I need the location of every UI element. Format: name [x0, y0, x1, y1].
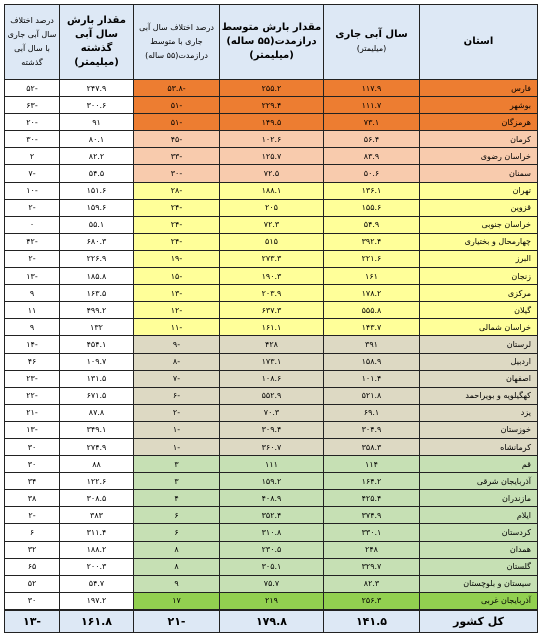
table-row: [5, 507, 538, 524]
cell-province: لرستان: [420, 336, 538, 353]
rainfall-table-container: [4, 4, 537, 633]
cell-longterm: ۲۰۳.۹: [220, 285, 324, 302]
cell-current: ۱۶۱: [324, 268, 420, 285]
cell-longterm: ۴۲۸: [220, 336, 324, 353]
cell-previous: ۳۸۳: [60, 507, 134, 524]
cell-diff-previous: ۵۲: [5, 575, 60, 592]
cell-diff-longterm: -۷: [134, 370, 220, 387]
cell-province: همدان: [420, 541, 538, 558]
table-row: [5, 319, 538, 336]
cell-previous: ۸۸: [60, 456, 134, 473]
header-diff-longterm: درصد اختلاف سال آبی جاری با متوسط درازمدت(۵۵ ساله): [134, 5, 220, 80]
rainfall-table: [4, 4, 538, 633]
table-row: [5, 268, 538, 285]
table-row: [5, 250, 538, 267]
cell-province: خراسان رضوی: [420, 148, 538, 165]
table-row: [5, 216, 538, 233]
cell-previous: ۱۸۸.۲: [60, 541, 134, 558]
cell-longterm: ۱۰۸.۶: [220, 370, 324, 387]
cell-longterm: ۱۸۸.۱: [220, 182, 324, 199]
cell-current: ۱۵۸.۹: [324, 353, 420, 370]
table-row: [5, 421, 538, 438]
cell-diff-previous: -۲۲: [5, 387, 60, 404]
cell-province: تهران: [420, 182, 538, 199]
cell-diff-longterm: -۳۳: [134, 148, 220, 165]
header-longterm: مقدار بارش متوسط درازمدت(۵۵ ساله) (میلیمتر): [220, 5, 324, 80]
cell-current: ۵۵۵.۸: [324, 302, 420, 319]
cell-province: کردستان: [420, 524, 538, 541]
cell-diff-previous: -۱۰: [5, 182, 60, 199]
cell-diff-previous: -۵۲: [5, 80, 60, 97]
cell-current: ۷۳.۱: [324, 114, 420, 131]
cell-diff-longterm: -۱۹: [134, 250, 220, 267]
cell-longterm: ۶۳۷.۳: [220, 302, 324, 319]
cell-previous: ۱۳۱.۵: [60, 370, 134, 387]
cell-diff-longterm: ۶: [134, 507, 220, 524]
cell-previous: ۶۸۰.۳: [60, 233, 134, 250]
cell-diff-previous: ۶: [5, 524, 60, 541]
cell-diff-previous: -۱۴: [5, 336, 60, 353]
cell-current: ۳۲۹.۷: [324, 558, 420, 575]
cell-diff-longterm: -۱۵: [134, 268, 220, 285]
cell-diff-longterm: ۸: [134, 541, 220, 558]
header-diff-previous: درصد اختلاف سال آبی جاری با سال آبی گذشته: [5, 5, 60, 80]
table-row: [5, 199, 538, 216]
total-row: [5, 610, 538, 633]
cell-diff-longterm: -۵۱: [134, 114, 220, 131]
table-row: [5, 541, 538, 558]
cell-diff-previous: -۳۰: [5, 131, 60, 148]
cell-longterm: ۱۷۳.۱: [220, 353, 324, 370]
total-longterm: ۱۷۹.۸: [220, 610, 324, 633]
cell-diff-previous: -۶۳: [5, 97, 60, 114]
cell-diff-longterm: -۸: [134, 353, 220, 370]
cell-previous: ۱۸۵.۸: [60, 268, 134, 285]
cell-diff-previous: ۳۰: [5, 592, 60, 610]
table-row: [5, 473, 538, 490]
cell-previous: ۲۰۰.۳: [60, 558, 134, 575]
table-body: [5, 80, 538, 610]
cell-current: ۴۲۵.۴: [324, 490, 420, 507]
cell-current: ۱۷۸.۲: [324, 285, 420, 302]
cell-diff-longterm: -۲۴: [134, 233, 220, 250]
cell-diff-previous: ۳۴: [5, 473, 60, 490]
cell-province: خراسان شمالی: [420, 319, 538, 336]
cell-current: ۱۱۱.۷: [324, 97, 420, 114]
cell-diff-previous: -۴۲: [5, 233, 60, 250]
cell-longterm: ۲۵۵.۲: [220, 80, 324, 97]
cell-province: هرمزگان: [420, 114, 538, 131]
cell-longterm: ۲۳۰.۵: [220, 541, 324, 558]
cell-diff-previous: -۷: [5, 165, 60, 182]
cell-diff-previous: ۰: [5, 216, 60, 233]
cell-province: مرکزی: [420, 285, 538, 302]
cell-current: ۲۴۸: [324, 541, 420, 558]
cell-province: سیستان و بلوچستان: [420, 575, 538, 592]
cell-longterm: ۴۰۸.۹: [220, 490, 324, 507]
header-province: استان: [420, 5, 538, 80]
cell-province: یزد: [420, 404, 538, 421]
total-current: ۱۴۱.۵: [324, 610, 420, 633]
cell-longterm: ۳۶۰.۷: [220, 438, 324, 455]
cell-diff-longterm: -۲: [134, 404, 220, 421]
cell-province: ایلام: [420, 507, 538, 524]
cell-province: مازندران: [420, 490, 538, 507]
cell-province: خراسان جنوبی: [420, 216, 538, 233]
header-previous: مقدار بارش سال آبی گذشته (میلیمتر): [60, 5, 134, 80]
table-row: [5, 131, 538, 148]
cell-diff-previous: ۳۰: [5, 456, 60, 473]
cell-province: قم: [420, 456, 538, 473]
cell-province: اصفهان: [420, 370, 538, 387]
cell-longterm: ۷۲.۳: [220, 216, 324, 233]
cell-current: ۸۲.۳: [324, 575, 420, 592]
cell-longterm: ۲۲۹.۴: [220, 97, 324, 114]
cell-longterm: ۳۰۵.۱: [220, 558, 324, 575]
cell-diff-previous: -۱۳: [5, 421, 60, 438]
table-row: [5, 165, 538, 182]
cell-current: ۱۵۵.۶: [324, 199, 420, 216]
cell-diff-longterm: ۸: [134, 558, 220, 575]
table-row: [5, 558, 538, 575]
cell-current: ۳۵۸.۳: [324, 438, 420, 455]
cell-current: ۳۰۴.۹: [324, 421, 420, 438]
table-row: [5, 80, 538, 97]
cell-previous: ۱۳۲: [60, 319, 134, 336]
cell-previous: ۱۵۹.۶: [60, 199, 134, 216]
cell-province: کرمانشاه: [420, 438, 538, 455]
cell-longterm: ۵۵۲.۹: [220, 387, 324, 404]
cell-province: چهارمحال و بختیاری: [420, 233, 538, 250]
cell-diff-longterm: -۳۰: [134, 165, 220, 182]
cell-diff-previous: ۱۱: [5, 302, 60, 319]
cell-current: ۲۵۶.۳: [324, 592, 420, 610]
cell-longterm: ۱۰۲.۶: [220, 131, 324, 148]
cell-diff-longterm: ۴: [134, 490, 220, 507]
cell-diff-longterm: -۵۳.۸: [134, 80, 220, 97]
total-province: کل کشور: [420, 610, 538, 633]
cell-diff-previous: ۶۵: [5, 558, 60, 575]
table-row: [5, 285, 538, 302]
cell-diff-longterm: -۲۴: [134, 199, 220, 216]
total-previous: ۱۶۱.۸: [60, 610, 134, 633]
cell-previous: ۲۲۶.۹: [60, 250, 134, 267]
cell-province: کهگیلویه و بویراحمد: [420, 387, 538, 404]
cell-current: ۵۲۱.۸: [324, 387, 420, 404]
cell-diff-longterm: ۳: [134, 473, 220, 490]
cell-previous: ۵۵.۱: [60, 216, 134, 233]
cell-previous: ۵۴.۷: [60, 575, 134, 592]
table-row: [5, 182, 538, 199]
cell-longterm: ۱۵۹.۲: [220, 473, 324, 490]
cell-current: ۸۳.۹: [324, 148, 420, 165]
total-diff-previous: -۱۳: [5, 610, 60, 633]
cell-longterm: ۲۷۳.۳: [220, 250, 324, 267]
cell-previous: ۳۴۹.۱: [60, 421, 134, 438]
cell-longterm: ۱۶۱.۱: [220, 319, 324, 336]
cell-current: ۱۳۶.۱: [324, 182, 420, 199]
table-row: [5, 404, 538, 421]
cell-diff-previous: ۴۶: [5, 353, 60, 370]
cell-diff-longterm: -۱۱: [134, 319, 220, 336]
cell-previous: ۲۴۷.۹: [60, 80, 134, 97]
cell-longterm: ۵۱۵: [220, 233, 324, 250]
cell-diff-longterm: -۵۱: [134, 97, 220, 114]
cell-current: ۵۴.۹: [324, 216, 420, 233]
header-current: سال آبی جاری (میلیمتر): [324, 5, 420, 80]
cell-previous: ۱۶۳.۵: [60, 285, 134, 302]
cell-province: گیلان: [420, 302, 538, 319]
cell-previous: ۸۰.۱: [60, 131, 134, 148]
cell-current: ۳۷۴.۹: [324, 507, 420, 524]
cell-current: ۵۶.۴: [324, 131, 420, 148]
cell-longterm: ۲۰۵: [220, 199, 324, 216]
header-current-unit: (میلیمتر): [356, 44, 387, 53]
table-row: [5, 148, 538, 165]
total-diff-longterm: -۲۱: [134, 610, 220, 633]
cell-diff-longterm: -۱: [134, 438, 220, 455]
table-row: [5, 336, 538, 353]
cell-current: ۱۴۳.۷: [324, 319, 420, 336]
table-row: [5, 592, 538, 610]
cell-diff-longterm: -۱۳: [134, 285, 220, 302]
cell-diff-longterm: -۶: [134, 387, 220, 404]
cell-diff-previous: ۳۰: [5, 438, 60, 455]
table-row: [5, 456, 538, 473]
cell-diff-longterm: -۹: [134, 336, 220, 353]
cell-previous: ۹۱: [60, 114, 134, 131]
cell-current: ۳۳۰.۱: [324, 524, 420, 541]
cell-province: آذربایجان غربی: [420, 592, 538, 610]
cell-province: بوشهر: [420, 97, 538, 114]
header-row: [5, 5, 538, 80]
cell-diff-previous: -۱۳: [5, 268, 60, 285]
cell-diff-longterm: -۲۸: [134, 182, 220, 199]
cell-longterm: ۷۲.۵: [220, 165, 324, 182]
cell-current: ۶۹.۱: [324, 404, 420, 421]
cell-current: ۵۰.۶: [324, 165, 420, 182]
cell-diff-previous: ۳۲: [5, 541, 60, 558]
cell-province: البرز: [420, 250, 538, 267]
cell-diff-previous: ۳۸: [5, 490, 60, 507]
cell-previous: ۲۷۴.۹: [60, 438, 134, 455]
cell-longterm: ۳۱۰.۸: [220, 524, 324, 541]
table-row: [5, 114, 538, 131]
cell-previous: ۴۵۴.۱: [60, 336, 134, 353]
cell-diff-longterm: ۳: [134, 456, 220, 473]
cell-diff-previous: ۹: [5, 319, 60, 336]
cell-longterm: ۱۲۵.۷: [220, 148, 324, 165]
table-row: [5, 302, 538, 319]
cell-previous: ۱۹۷.۲: [60, 592, 134, 610]
cell-longterm: ۳۵۲.۴: [220, 507, 324, 524]
cell-province: گلستان: [420, 558, 538, 575]
cell-longterm: ۱۱۱: [220, 456, 324, 473]
cell-current: ۳۹۲.۴: [324, 233, 420, 250]
cell-current: ۱۱۷.۹: [324, 80, 420, 97]
cell-province: کرمان: [420, 131, 538, 148]
cell-current: ۱۱۴: [324, 456, 420, 473]
cell-longterm: ۳۰۹.۴: [220, 421, 324, 438]
table-row: [5, 490, 538, 507]
cell-diff-previous: ۲: [5, 148, 60, 165]
table-row: [5, 370, 538, 387]
cell-province: خوزستان: [420, 421, 538, 438]
cell-previous: ۳۰۰.۶: [60, 97, 134, 114]
cell-current: ۳۹۱: [324, 336, 420, 353]
cell-province: زنجان: [420, 268, 538, 285]
cell-diff-previous: ۹: [5, 285, 60, 302]
cell-province: اردبیل: [420, 353, 538, 370]
table-row: [5, 575, 538, 592]
cell-previous: ۴۹۹.۲: [60, 302, 134, 319]
cell-diff-previous: -۲: [5, 507, 60, 524]
cell-previous: ۸۲.۲: [60, 148, 134, 165]
cell-longterm: ۲۱۹: [220, 592, 324, 610]
cell-diff-longterm: ۱۷: [134, 592, 220, 610]
cell-diff-previous: -۲۳: [5, 370, 60, 387]
cell-diff-previous: -۲: [5, 250, 60, 267]
cell-province: فارس: [420, 80, 538, 97]
cell-province: سمنان: [420, 165, 538, 182]
cell-province: قزوین: [420, 199, 538, 216]
cell-current: ۲۲۱.۶: [324, 250, 420, 267]
cell-diff-longterm: -۱: [134, 421, 220, 438]
cell-previous: ۸۷.۸: [60, 404, 134, 421]
cell-longterm: ۱۹۰.۳: [220, 268, 324, 285]
cell-diff-longterm: -۱۲: [134, 302, 220, 319]
cell-previous: ۳۰۸.۵: [60, 490, 134, 507]
cell-diff-previous: -۲: [5, 199, 60, 216]
cell-longterm: ۱۴۹.۵: [220, 114, 324, 131]
cell-diff-previous: -۲۱: [5, 404, 60, 421]
table-row: [5, 233, 538, 250]
cell-current: ۱۶۴.۲: [324, 473, 420, 490]
cell-previous: ۳۱۱.۴: [60, 524, 134, 541]
cell-diff-longterm: ۶: [134, 524, 220, 541]
table-row: [5, 353, 538, 370]
cell-province: آذربایجان شرقی: [420, 473, 538, 490]
cell-previous: ۱۵۱.۶: [60, 182, 134, 199]
cell-previous: ۱۲۲.۶: [60, 473, 134, 490]
cell-diff-longterm: -۴۵: [134, 131, 220, 148]
table-row: [5, 97, 538, 114]
table-row: [5, 438, 538, 455]
table-row: [5, 524, 538, 541]
cell-previous: ۵۴.۵: [60, 165, 134, 182]
cell-diff-longterm: -۲۴: [134, 216, 220, 233]
cell-longterm: ۷۰.۳: [220, 404, 324, 421]
cell-previous: ۶۷۱.۵: [60, 387, 134, 404]
cell-previous: ۱۰۹.۷: [60, 353, 134, 370]
table-row: [5, 387, 538, 404]
cell-diff-longterm: ۹: [134, 575, 220, 592]
cell-longterm: ۷۵.۷: [220, 575, 324, 592]
cell-diff-previous: -۲۰: [5, 114, 60, 131]
cell-current: ۱۰۱.۴: [324, 370, 420, 387]
